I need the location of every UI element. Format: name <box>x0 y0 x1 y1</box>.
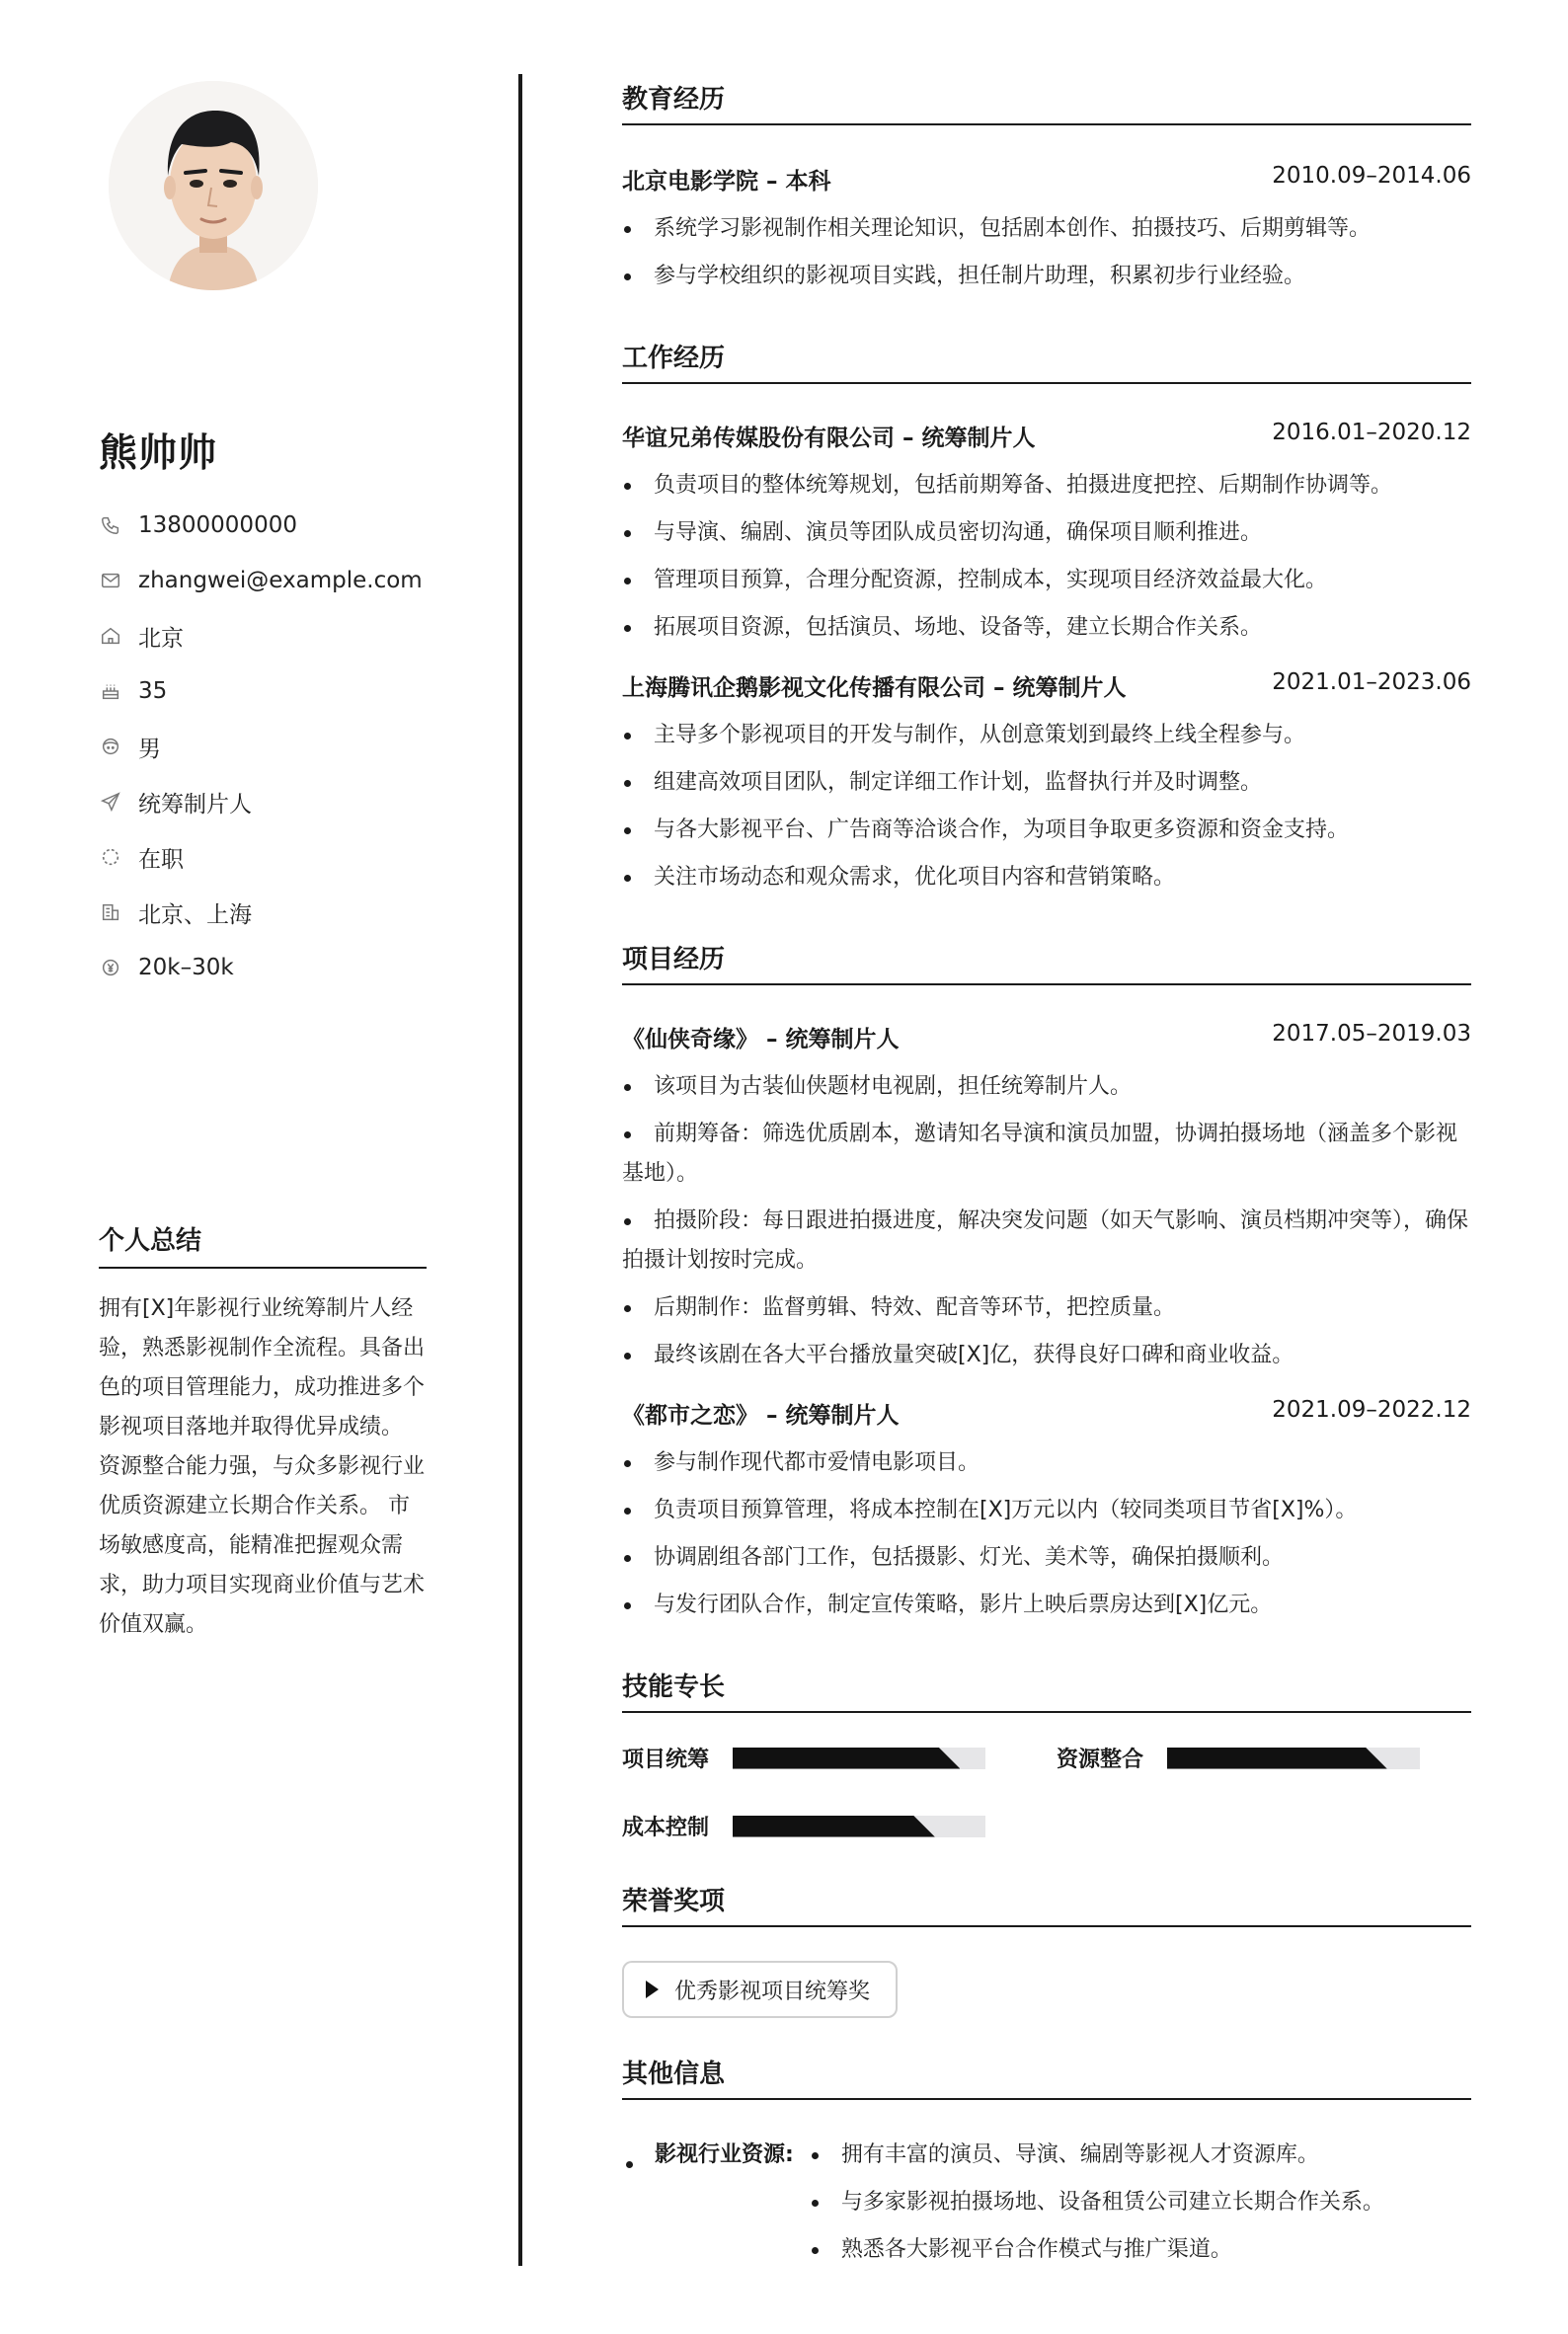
phone-icon <box>99 513 122 537</box>
skill-name: 项目统筹 <box>622 1748 710 1772</box>
location-text: 北京 <box>138 625 184 652</box>
list-item: 拥有丰富的演员、导演、编剧等影视人才资源库。 <box>810 2136 1384 2175</box>
skill-bar <box>733 1816 985 1837</box>
info-status <box>99 829 423 885</box>
list-item: 管理项目预算，合理分配资源，控制成本，实现项目经济效益最大化。 <box>622 561 1471 600</box>
email-icon <box>99 569 122 592</box>
info-phone <box>99 498 423 553</box>
skill-bar-fill <box>733 1816 935 1837</box>
project-entry-head <box>622 1397 1471 1430</box>
projects-title: 项目经历 <box>622 939 1471 985</box>
other-section <box>622 2054 1471 2278</box>
education-entry-head <box>622 163 1471 195</box>
cake-icon <box>99 679 122 703</box>
education-title: 教育经历 <box>622 79 1471 125</box>
awards-title: 荣誉奖项 <box>622 1881 1471 1927</box>
work-bullets <box>622 716 1471 897</box>
work-org: 华谊兄弟传媒股份有限公司 – 统筹制片人 <box>622 426 1036 451</box>
list-item: 该项目为古装仙侠题材电视剧，担任统筹制片人。 <box>622 1067 1471 1107</box>
work-entry-head <box>622 669 1471 702</box>
award-label: 优秀影视项目统筹奖 <box>674 1979 871 2004</box>
list-item: 负责项目的整体统筹规划，包括前期筹备、拍摄进度把控、后期制作协调等。 <box>622 466 1471 506</box>
work-date: 2016.01–2020.12 <box>1272 420 1471 445</box>
send-icon <box>99 790 122 814</box>
list-item: 熟悉各大影视平台合作模式与推广渠道。 <box>810 2230 1384 2270</box>
divider-line <box>518 74 522 2266</box>
skill-item <box>622 1743 1057 1773</box>
list-item: 前期筹备：筛选优质剧本，邀请知名导演和演员加盟，协调拍摄场地（涵盖多个影视基地）。 <box>622 1115 1471 1194</box>
skill-item <box>622 1811 1057 1841</box>
skills-grid <box>622 1743 1471 1841</box>
work-title: 工作经历 <box>622 338 1471 384</box>
project-name: 《仙侠奇缘》 – 统筹制片人 <box>622 1027 900 1052</box>
candidate-name: 熊帅帅 <box>99 431 218 476</box>
award-badge[interactable] <box>622 1961 898 2018</box>
contact-info-list <box>99 498 423 995</box>
info-email <box>99 553 423 608</box>
skill-bar <box>1167 1748 1420 1769</box>
list-item: 组建高效项目团队，制定详细工作计划，监督执行并及时调整。 <box>622 763 1471 803</box>
info-gender <box>99 719 423 774</box>
project-entry-head <box>622 1021 1471 1053</box>
work-entry-head <box>622 420 1471 452</box>
project-date: 2017.05–2019.03 <box>1272 1021 1471 1047</box>
building-icon <box>99 900 122 924</box>
education-bullets <box>622 209 1471 296</box>
sidebar <box>0 0 518 2334</box>
skill-bar <box>733 1748 985 1769</box>
summary-title: 个人总结 <box>99 1220 427 1269</box>
list-item: 与各大影视平台、广告商等洽谈合作，为项目争取更多资源和资金支持。 <box>622 811 1471 850</box>
education-section <box>622 79 1471 296</box>
phone-text: 13800000000 <box>138 512 297 538</box>
other-resources <box>622 2136 1471 2278</box>
project-name: 《都市之恋》 – 统筹制片人 <box>622 1403 900 1429</box>
info-age <box>99 663 423 719</box>
awards-section <box>622 1881 1471 2018</box>
salary-text: 20k–30k <box>138 955 234 980</box>
education-org: 北京电影学院 – 本科 <box>622 169 831 194</box>
skill-name: 成本控制 <box>622 1816 710 1840</box>
skill-name: 资源整合 <box>1057 1748 1144 1772</box>
project-date: 2021.09–2022.12 <box>1272 1397 1471 1423</box>
info-position <box>99 774 423 829</box>
status-icon <box>99 845 122 869</box>
info-location <box>99 608 423 663</box>
list-item: 关注市场动态和观众需求，优化项目内容和营销策略。 <box>622 858 1471 897</box>
work-section <box>622 338 1471 897</box>
other-title: 其他信息 <box>622 2054 1471 2100</box>
skills-title: 技能专长 <box>622 1667 1471 1713</box>
list-item: 与导演、编剧、演员等团队成员密切沟通，确保项目顺利推进。 <box>622 513 1471 553</box>
info-salary <box>99 940 423 995</box>
play-icon <box>646 1981 659 1998</box>
summary-text: 拥有[X]年影视行业统筹制片人经验，熟悉影视制作全流程。具备出色的项目管理能力，成功推进多个影视项目落地并取得优异成绩。 资源整合能力强，与众多影视行业优质资源建立长期合作关系。 市场敏感度高，能精准把握观众需求，助力项目实现商业价值与艺术价值双赢。 <box>99 1296 426 1637</box>
projects-section <box>622 939 1471 1625</box>
list-item: 负责项目预算管理，将成本控制在[X]万元以内（较同类项目节省[X]%）。 <box>622 1491 1471 1530</box>
project-bullets <box>622 1443 1471 1625</box>
list-item: 协调剧组各部门工作，包括摄影、灯光、美术等，确保拍摄顺利。 <box>622 1538 1471 1578</box>
age-text: 35 <box>138 678 168 704</box>
list-item: 参与制作现代都市爱情电影项目。 <box>622 1443 1471 1483</box>
skill-item <box>1057 1743 1471 1773</box>
bullet-dot <box>626 2161 633 2168</box>
portrait-photo <box>109 81 318 290</box>
gender-icon <box>99 735 122 758</box>
position-text: 统筹制片人 <box>138 791 252 817</box>
list-item: 系统学习影视制作相关理论知识，包括剧本创作、拍摄技巧、后期剪辑等。 <box>622 209 1471 249</box>
work-date: 2021.01–2023.06 <box>1272 669 1471 695</box>
skill-bar-fill <box>733 1748 960 1769</box>
status-text: 在职 <box>138 846 184 873</box>
gender-text: 男 <box>138 736 161 762</box>
list-item: 拓展项目资源，包括演员、场地、设备等，建立长期合作关系。 <box>622 608 1471 648</box>
info-city <box>99 885 423 940</box>
list-item: 与发行团队合作，制定宣传策略，影片上映后票房达到[X]亿元。 <box>622 1586 1471 1625</box>
skill-bar-fill <box>1167 1748 1387 1769</box>
list-item: 主导多个影视项目的开发与制作，从创意策划到最终上线全程参与。 <box>622 716 1471 755</box>
work-org: 上海腾讯企鹅影视文化传播有限公司 – 统筹制片人 <box>622 675 1127 701</box>
main-content <box>622 79 1471 2278</box>
email-text: zhangwei@example.com <box>138 568 423 593</box>
home-icon <box>99 624 122 648</box>
list-item: 与多家影视拍摄场地、设备租赁公司建立长期合作关系。 <box>810 2183 1384 2222</box>
other-list <box>810 2136 1384 2278</box>
list-item: 拍摄阶段：每日跟进拍摄进度，解决突发问题（如天气影响、演员档期冲突等），确保拍摄计划按时完成。 <box>622 1202 1471 1281</box>
list-item: 最终该剧在各大平台播放量突破[X]亿，获得良好口碑和商业收益。 <box>622 1336 1471 1375</box>
salary-icon <box>99 956 122 979</box>
skills-section <box>622 1667 1471 1841</box>
work-bullets <box>622 466 1471 648</box>
education-date: 2010.09–2014.06 <box>1272 163 1471 189</box>
other-label: 影视行业资源: <box>655 2142 794 2167</box>
avatar <box>109 81 318 290</box>
list-item: 参与学校组织的影视项目实践，担任制片助理，积累初步行业经验。 <box>622 257 1471 296</box>
project-bullets <box>622 1067 1471 1375</box>
list-item: 后期制作：监督剪辑、特效、配音等环节，把控质量。 <box>622 1288 1471 1328</box>
city-text: 北京、上海 <box>138 901 252 928</box>
